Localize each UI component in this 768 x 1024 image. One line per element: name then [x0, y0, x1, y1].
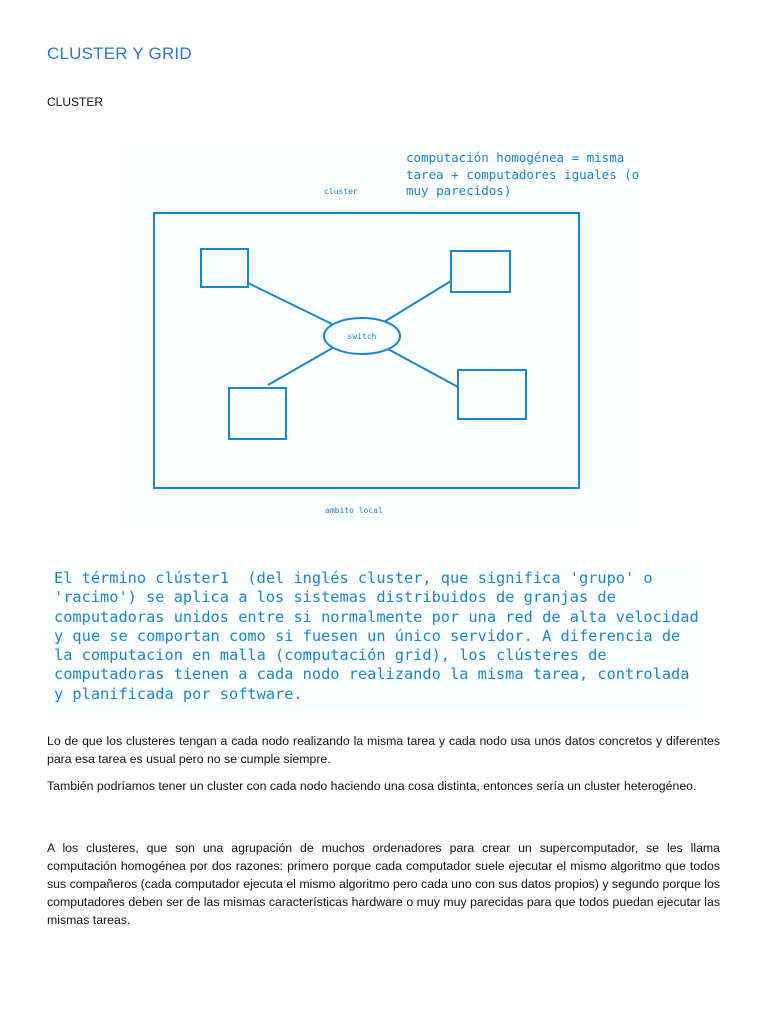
- diagram-bottom-label: ambito local: [325, 506, 383, 515]
- link-node-1: [248, 283, 332, 324]
- link-node-4: [386, 348, 458, 387]
- definition-quote: [46, 563, 710, 713]
- body-paragraph-2: También podríamos tener un cluster con cada nodo haciendo una cosa distinta, entonces sería un cluster heterogéneo.: [47, 779, 697, 793]
- quote-line: y que se comportan como si fuesen un único servidor. A diferencia de: [54, 626, 681, 645]
- quote-text: [46, 563, 710, 710]
- quote-line: y planificada por software.: [54, 684, 303, 703]
- switch-label: switch: [347, 332, 377, 341]
- node-3: [229, 388, 286, 439]
- node-4: [458, 370, 526, 419]
- diagram-annotation: computación homogénea = misma tarea + computadores iguales (o muy parecidos): [406, 150, 640, 198]
- link-node-2: [384, 281, 451, 322]
- quote-line: 'racimo') se aplica a los sistemas distribuidos de granjas de: [54, 588, 616, 607]
- section-heading: CLUSTER: [47, 95, 104, 109]
- quote-line: El término clúster1 (del inglés cluster, que significa 'grupo' o: [54, 569, 653, 587]
- node-1: [201, 249, 248, 287]
- body-paragraph-1: Lo de que los clusteres tengan a cada nodo realizando la misma tarea y cada nodo usa unos datos concretos y diferentes para esa tarea es usual pero no se cumple siempre.: [47, 734, 720, 766]
- diagram-top-label: cluster: [324, 187, 358, 196]
- body-paragraph-3: A los clusteres, que son una agrupación de muchos ordenadores para crear un supercomputador, se les llama computación homogénea por dos razones: primero porque cada computador suele ejecutar el mismo algoritmo que todos sus compañeros (cada computador ejecuta el mismo algoritmo pero cada uno con sus datos propios) y segundo porque los computadores deben ser de las mismas características hardware o muy muy parecidas para que todos puedan ejecutar las mismas tareas.: [47, 841, 720, 927]
- node-2: [451, 251, 510, 292]
- quote-line: computadoras unidos entre si normalmente por una red de alta velocidad: [54, 607, 699, 626]
- link-node-3: [268, 346, 336, 385]
- document-title: CLUSTER Y GRID: [47, 44, 192, 63]
- quote-line: la computacion en malla (computación grid), los clústeres de: [54, 646, 607, 665]
- quote-line: computadoras tienen a cada nodo realizando la misma tarea, controlada: [54, 665, 690, 684]
